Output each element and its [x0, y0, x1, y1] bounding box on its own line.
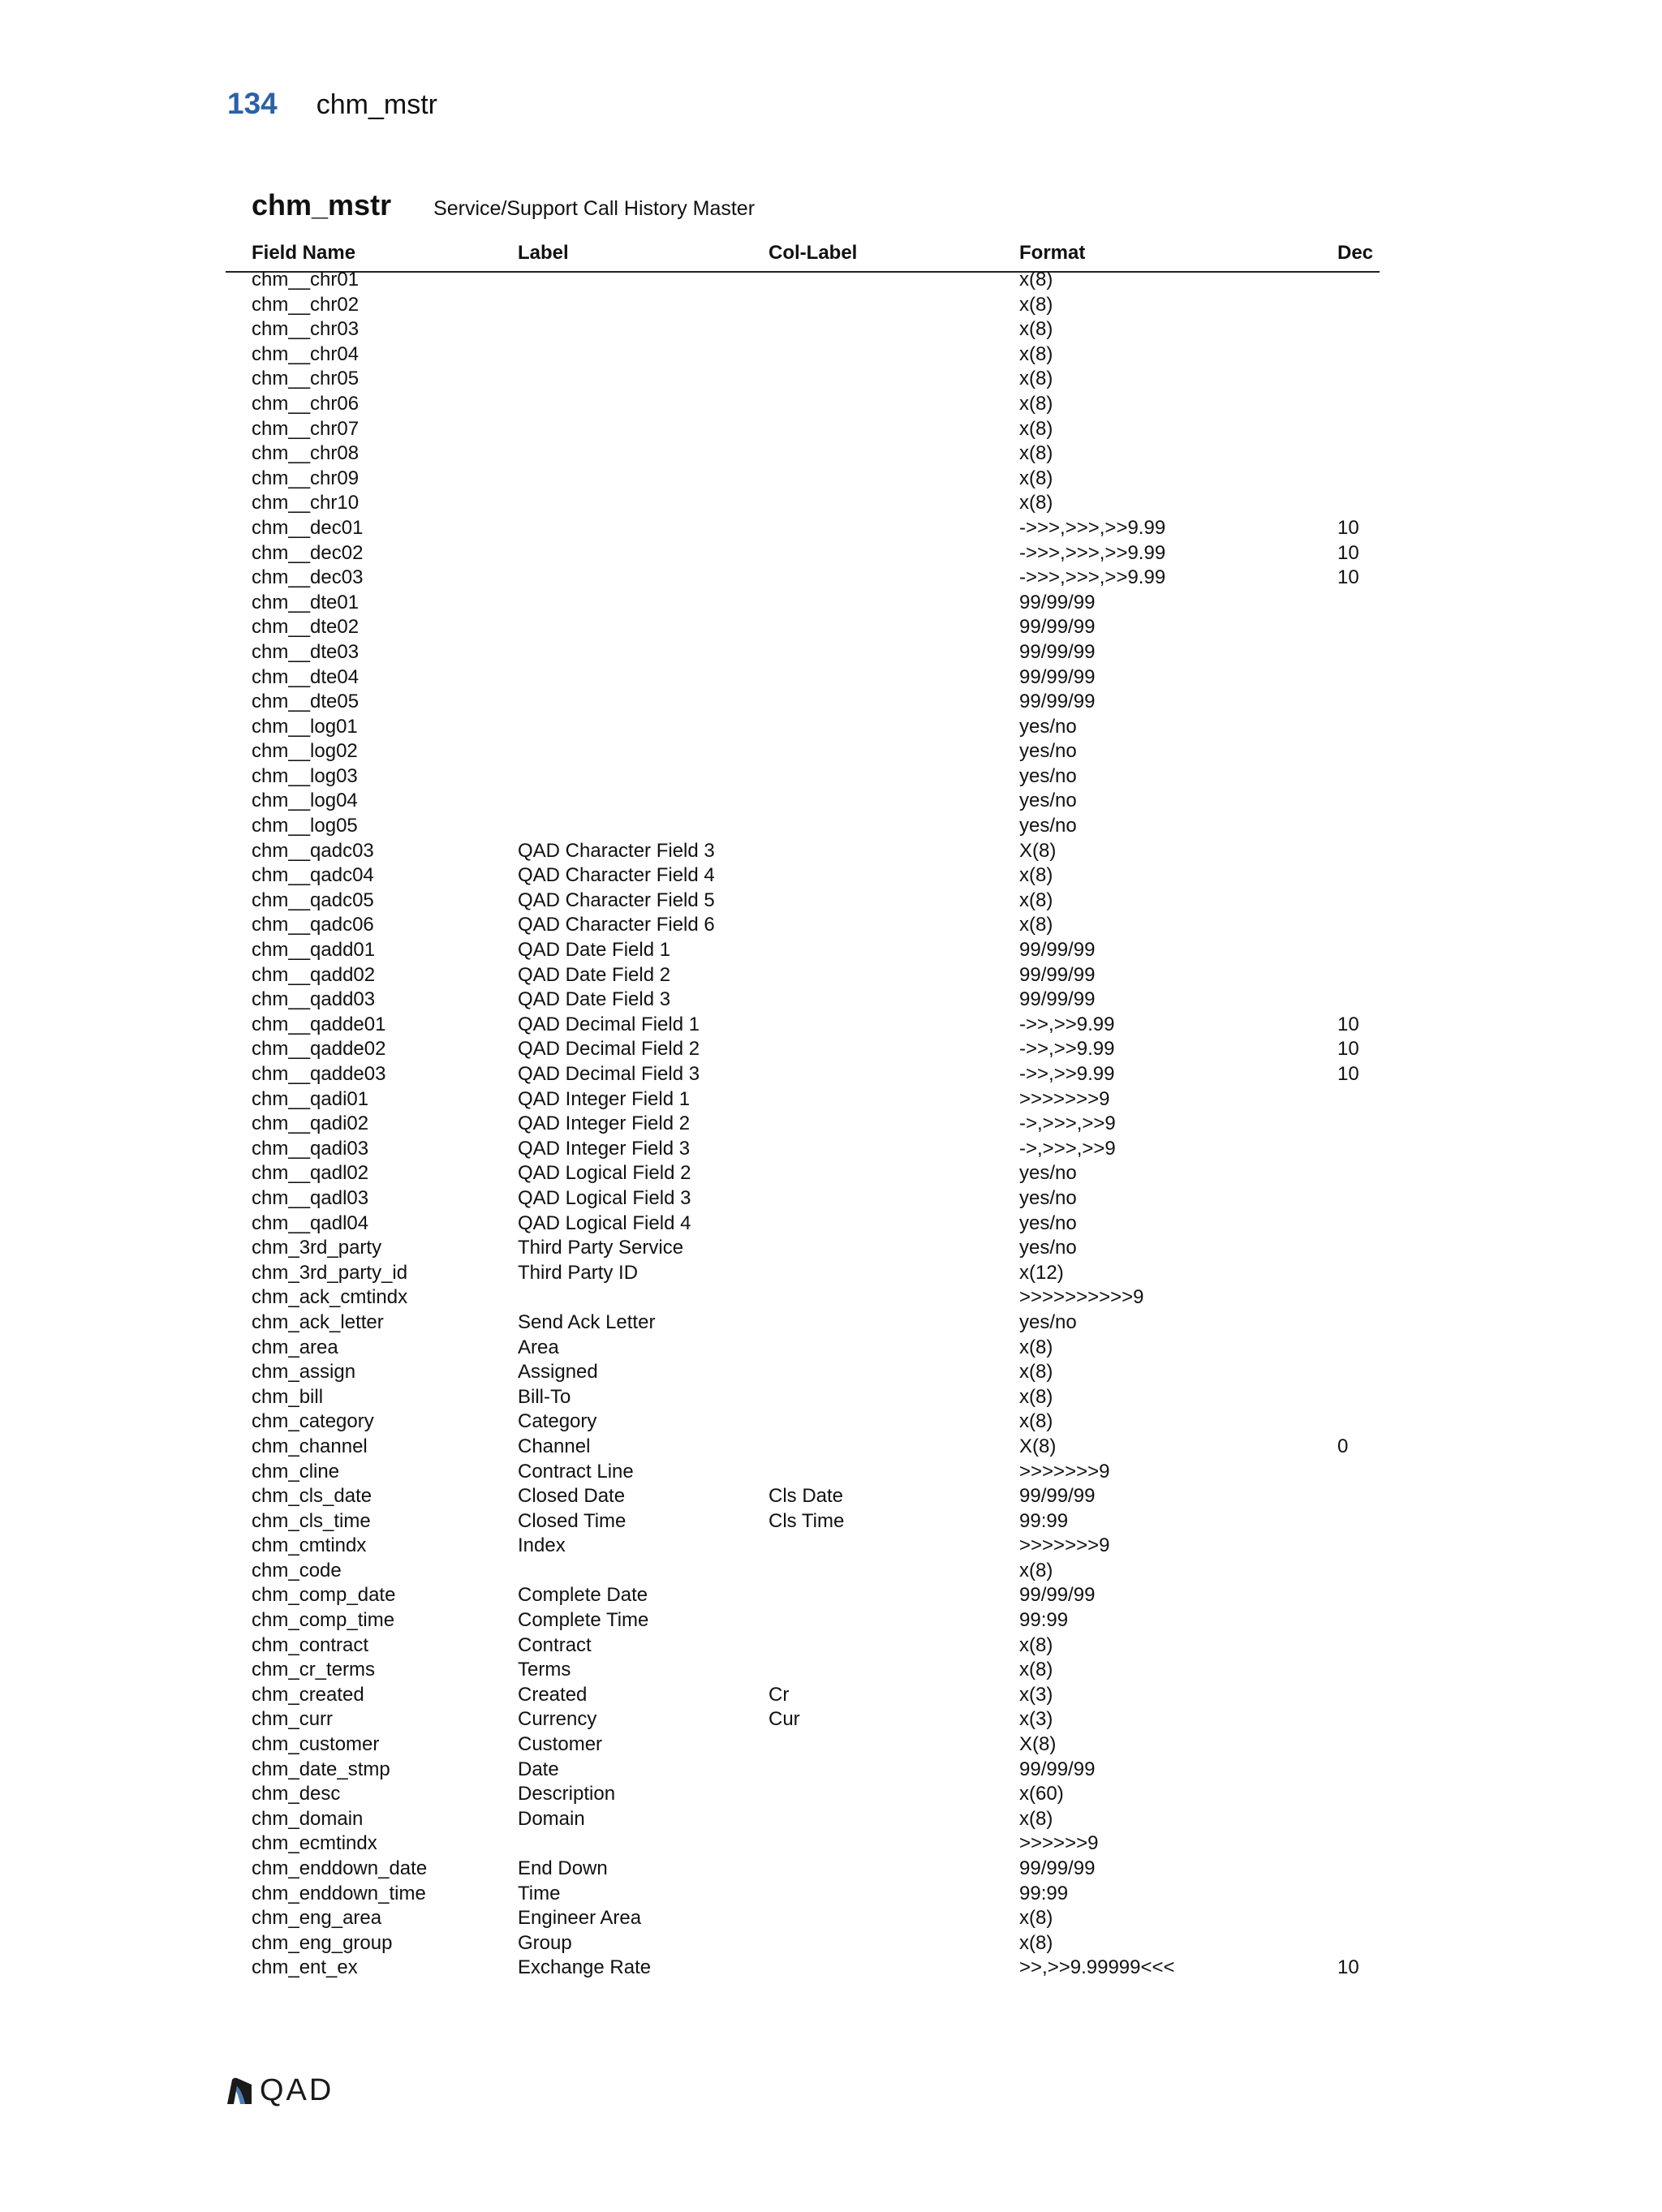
table-row	[226, 715, 1380, 740]
label-cell: QAD Integer Field 1	[518, 1087, 691, 1110]
label-cell: Index	[518, 1534, 566, 1557]
qad-logo	[226, 2073, 334, 2108]
format-cell: yes/no	[1019, 1186, 1077, 1209]
field-name-cell: chm_code	[252, 1559, 342, 1582]
format-cell: yes/no	[1019, 1310, 1077, 1333]
field-name-cell: chm__log04	[252, 790, 358, 812]
field-name-cell: chm_eng_group	[252, 1931, 393, 1954]
table-row	[226, 1161, 1380, 1186]
table-row	[226, 1186, 1380, 1211]
table-row	[226, 268, 1380, 293]
format-cell: x(8)	[1019, 1907, 1053, 1930]
field-name-cell: chm__qadi03	[252, 1137, 369, 1160]
table-row	[226, 913, 1380, 938]
format-cell: 99:99	[1019, 1609, 1069, 1632]
table-row	[226, 1409, 1380, 1435]
field-table	[226, 268, 1380, 1981]
format-cell: x(8)	[1019, 914, 1053, 936]
format-cell: 99:99	[1019, 1882, 1069, 1904]
table-row	[226, 1758, 1380, 1783]
table-row	[226, 1608, 1380, 1633]
label-cell: Third Party ID	[518, 1261, 639, 1284]
table-row	[226, 1360, 1380, 1385]
format-cell: ->>,>>9.99	[1019, 1063, 1115, 1085]
format-cell: >>,>>9.99999<<<	[1019, 1956, 1175, 1979]
format-cell: x(8)	[1019, 864, 1053, 887]
dec-cell: 10	[1337, 1063, 1359, 1085]
field-name-cell: chm__chr05	[252, 368, 360, 390]
format-cell: x(8)	[1019, 293, 1053, 316]
format-cell: 99/99/99	[1019, 963, 1096, 986]
field-name-cell: chm_area	[252, 1336, 338, 1358]
table-row	[226, 1460, 1380, 1485]
label-cell: Closed Date	[518, 1485, 626, 1508]
field-name-cell: chm__qadc04	[252, 864, 374, 887]
col-label-cell: Cls Time	[769, 1509, 845, 1532]
col-label-cell: Cur	[769, 1708, 800, 1731]
format-cell: x(8)	[1019, 1807, 1053, 1830]
label-cell: QAD Logical Field 3	[518, 1186, 691, 1209]
format-cell: yes/no	[1019, 790, 1077, 812]
field-name-cell: chm_ecmtindx	[252, 1832, 377, 1855]
format-cell: ->,>>>,>>9	[1019, 1112, 1116, 1135]
field-name-cell: chm_customer	[252, 1733, 380, 1756]
format-cell: 99/99/99	[1019, 591, 1096, 613]
table-row	[226, 789, 1380, 814]
table-row	[226, 963, 1380, 988]
label-cell: Date	[518, 1758, 559, 1780]
format-cell: ->,>>>,>>9	[1019, 1137, 1116, 1160]
field-name-cell: chm__qadl03	[252, 1186, 369, 1209]
label-cell: QAD Integer Field 2	[518, 1112, 691, 1135]
format-cell: x(8)	[1019, 1633, 1053, 1656]
table-row	[226, 1583, 1380, 1608]
dec-cell: 0	[1337, 1435, 1349, 1457]
table-row	[226, 566, 1380, 591]
field-name-cell: chm__log01	[252, 715, 358, 738]
label-cell: Created	[518, 1683, 588, 1706]
label-cell: Engineer Area	[518, 1907, 642, 1930]
field-name-cell: chm__log02	[252, 740, 358, 763]
label-cell: Currency	[518, 1708, 597, 1731]
format-cell: ->>,>>9.99	[1019, 1013, 1115, 1035]
table-row	[226, 1732, 1380, 1758]
field-name-cell: chm_enddown_time	[252, 1882, 426, 1904]
table-row	[226, 1236, 1380, 1261]
format-cell: x(8)	[1019, 368, 1053, 390]
format-cell: >>>>>>>>>>9	[1019, 1286, 1144, 1309]
format-cell: x(3)	[1019, 1708, 1053, 1731]
label-cell: Domain	[518, 1807, 585, 1830]
label-cell: Contract Line	[518, 1460, 634, 1483]
field-name-cell: chm__qadl02	[252, 1162, 369, 1185]
table-heading	[252, 188, 755, 222]
field-name-cell: chm__qadi01	[252, 1087, 369, 1110]
table-row	[226, 1037, 1380, 1062]
field-name-cell: chm__chr02	[252, 293, 360, 316]
format-cell: 99/99/99	[1019, 939, 1096, 962]
field-name-cell: chm_assign	[252, 1361, 356, 1384]
table-row	[226, 1112, 1380, 1137]
table-row	[226, 392, 1380, 417]
label-cell: Send Ack Letter	[518, 1310, 656, 1333]
table-row	[226, 1013, 1380, 1038]
table-row	[226, 1857, 1380, 1882]
label-cell: QAD Date Field 3	[518, 988, 671, 1011]
format-cell: x(8)	[1019, 1559, 1053, 1582]
col-label-cell: Cr	[769, 1683, 790, 1706]
label-cell: QAD Integer Field 3	[518, 1137, 691, 1160]
format-cell: x(8)	[1019, 1659, 1053, 1681]
table-row	[226, 988, 1380, 1013]
format-cell: 99/99/99	[1019, 1857, 1096, 1879]
field-name-cell: chm__qadc06	[252, 914, 374, 936]
table-row	[226, 467, 1380, 492]
dec-cell: 10	[1337, 1013, 1359, 1035]
format-cell: 99/99/99	[1019, 640, 1096, 663]
format-cell: >>>>>>>9	[1019, 1087, 1110, 1110]
field-name-cell: chm_cls_time	[252, 1509, 371, 1532]
field-name-cell: chm_category	[252, 1410, 374, 1433]
column-header-dec: Dec	[1337, 242, 1374, 264]
table-row	[226, 1211, 1380, 1237]
format-cell: ->>>,>>>,>>9.99	[1019, 516, 1166, 539]
table-row	[226, 640, 1380, 665]
table-name: chm_mstr	[252, 188, 392, 222]
page-running-title: chm_mstr	[316, 89, 437, 120]
format-cell: X(8)	[1019, 1435, 1057, 1457]
label-cell: QAD Character Field 3	[518, 839, 715, 862]
label-cell: Group	[518, 1931, 572, 1954]
field-name-cell: chm__dec02	[252, 541, 364, 564]
format-cell: ->>>,>>>,>>9.99	[1019, 541, 1166, 564]
field-name-cell: chm_created	[252, 1683, 364, 1706]
label-cell: QAD Logical Field 4	[518, 1211, 691, 1234]
label-cell: QAD Character Field 5	[518, 889, 715, 911]
format-cell: x(8)	[1019, 269, 1053, 290]
table-row	[226, 1137, 1380, 1162]
table-row	[226, 417, 1380, 442]
format-cell: yes/no	[1019, 1162, 1077, 1185]
page-header	[227, 87, 437, 132]
qad-logo-icon	[226, 2076, 255, 2106]
field-name-cell: chm__dte02	[252, 616, 360, 639]
format-cell: x(60)	[1019, 1783, 1064, 1805]
dec-cell: 10	[1337, 516, 1359, 539]
label-cell: Bill-To	[518, 1385, 571, 1408]
dec-cell: 10	[1337, 541, 1359, 564]
format-cell: x(8)	[1019, 417, 1053, 440]
label-cell: QAD Decimal Field 1	[518, 1013, 700, 1035]
format-cell: 99/99/99	[1019, 616, 1096, 639]
label-cell: QAD Character Field 4	[518, 864, 715, 887]
label-cell: QAD Date Field 2	[518, 963, 671, 986]
table-row	[226, 814, 1380, 839]
table-row	[226, 1559, 1380, 1584]
table-row	[226, 1509, 1380, 1534]
field-name-cell: chm_3rd_party_id	[252, 1261, 408, 1284]
label-cell: Assigned	[518, 1361, 598, 1384]
label-cell: Area	[518, 1336, 559, 1358]
table-row	[226, 1658, 1380, 1683]
table-row	[226, 491, 1380, 516]
table-row	[226, 342, 1380, 368]
table-row	[226, 1956, 1380, 1981]
field-name-cell: chm__qadd02	[252, 963, 376, 986]
column-header-label: Label	[518, 242, 569, 264]
table-row	[226, 1087, 1380, 1112]
format-cell: 99/99/99	[1019, 691, 1096, 713]
field-name-cell: chm__chr06	[252, 392, 360, 415]
table-row	[226, 839, 1380, 864]
field-name-cell: chm_desc	[252, 1783, 341, 1805]
table-row	[226, 1831, 1380, 1857]
format-cell: 99/99/99	[1019, 1485, 1096, 1508]
table-row	[226, 1484, 1380, 1509]
field-name-cell: chm_bill	[252, 1385, 324, 1408]
column-header-field-name: Field Name	[252, 242, 356, 264]
field-name-cell: chm__qadd03	[252, 988, 376, 1011]
table-row	[226, 1882, 1380, 1907]
table-row	[226, 1285, 1380, 1310]
format-cell: x(3)	[1019, 1683, 1053, 1706]
format-cell: x(8)	[1019, 1410, 1053, 1433]
field-name-cell: chm_curr	[252, 1708, 334, 1731]
field-name-cell: chm_comp_time	[252, 1609, 395, 1632]
format-cell: 99/99/99	[1019, 665, 1096, 688]
field-name-cell: chm__chr07	[252, 417, 360, 440]
field-name-cell: chm_cmtindx	[252, 1534, 367, 1557]
label-cell: QAD Decimal Field 2	[518, 1038, 700, 1061]
field-name-cell: chm__chr10	[252, 492, 360, 514]
column-header-format: Format	[1019, 242, 1086, 264]
field-name-cell: chm__chr09	[252, 467, 360, 489]
table-row	[226, 1435, 1380, 1460]
label-cell: QAD Logical Field 2	[518, 1162, 691, 1185]
field-name-cell: chm_date_stmp	[252, 1758, 390, 1780]
label-cell: Complete Date	[518, 1584, 648, 1607]
field-name-cell: chm__qadc05	[252, 889, 374, 911]
field-name-cell: chm__qadc03	[252, 839, 374, 862]
format-cell: 99:99	[1019, 1509, 1069, 1532]
label-cell: Closed Time	[518, 1509, 626, 1532]
format-cell: ->>>,>>>,>>9.99	[1019, 566, 1166, 589]
field-name-cell: chm__chr01	[252, 269, 360, 290]
format-cell: x(8)	[1019, 1385, 1053, 1408]
format-cell: X(8)	[1019, 839, 1057, 862]
format-cell: x(8)	[1019, 1336, 1053, 1358]
label-cell: End Down	[518, 1857, 608, 1879]
field-name-cell: chm_eng_area	[252, 1907, 382, 1930]
table-row	[226, 293, 1380, 318]
qad-logo-text: QAD	[260, 2073, 334, 2107]
field-name-cell: chm_cline	[252, 1460, 340, 1483]
table-row	[226, 1807, 1380, 1832]
table-row	[226, 1633, 1380, 1659]
table-row	[226, 367, 1380, 392]
table-row	[226, 1261, 1380, 1286]
table-row	[226, 1931, 1380, 1956]
table-row	[226, 889, 1380, 914]
field-name-cell: chm__dte01	[252, 591, 360, 613]
format-cell: yes/no	[1019, 1211, 1077, 1234]
format-cell: x(8)	[1019, 1361, 1053, 1384]
label-cell: Complete Time	[518, 1609, 649, 1632]
field-name-cell: chm__chr04	[252, 342, 360, 365]
label-cell: Contract	[518, 1633, 592, 1656]
format-cell: x(8)	[1019, 342, 1053, 365]
label-cell: Channel	[518, 1435, 591, 1457]
field-name-cell: chm_domain	[252, 1807, 364, 1830]
label-cell: Terms	[518, 1659, 571, 1681]
col-label-cell: Cls Date	[769, 1485, 844, 1508]
table-row	[226, 764, 1380, 790]
field-name-cell: chm__qadde03	[252, 1063, 386, 1085]
table-row	[226, 690, 1380, 715]
format-cell: x(8)	[1019, 318, 1053, 341]
format-cell: x(8)	[1019, 467, 1053, 489]
column-header-col-label: Col-Label	[769, 242, 858, 264]
field-name-cell: chm__chr03	[252, 318, 360, 341]
field-name-cell: chm_ack_letter	[252, 1310, 384, 1333]
format-cell: x(12)	[1019, 1261, 1064, 1284]
field-name-cell: chm__log03	[252, 764, 358, 787]
label-cell: Third Party Service	[518, 1237, 684, 1259]
field-name-cell: chm__qadi02	[252, 1112, 369, 1135]
format-cell: >>>>>>>9	[1019, 1534, 1110, 1557]
page-number: 134	[227, 87, 278, 120]
format-cell: yes/no	[1019, 740, 1077, 763]
label-cell: Description	[518, 1783, 616, 1805]
table-row	[226, 516, 1380, 541]
table-row	[226, 1534, 1380, 1559]
format-cell: 99/99/99	[1019, 1758, 1096, 1780]
table-row	[226, 317, 1380, 342]
field-name-cell: chm_cr_terms	[252, 1659, 376, 1681]
field-name-cell: chm_comp_date	[252, 1584, 396, 1607]
format-cell: x(8)	[1019, 1931, 1053, 1954]
table-row	[226, 441, 1380, 467]
label-cell: QAD Date Field 1	[518, 939, 671, 962]
label-cell: QAD Decimal Field 3	[518, 1063, 700, 1085]
dec-cell: 10	[1337, 1038, 1359, 1061]
field-name-cell: chm__log05	[252, 815, 358, 837]
format-cell: yes/no	[1019, 815, 1077, 837]
table-row	[226, 1062, 1380, 1087]
table-row	[226, 1385, 1380, 1410]
table-row	[226, 615, 1380, 640]
label-cell: Exchange Rate	[518, 1956, 652, 1979]
format-cell: >>>>>>>9	[1019, 1460, 1110, 1483]
table-row	[226, 739, 1380, 764]
label-cell: Customer	[518, 1733, 603, 1756]
table-row	[226, 665, 1380, 691]
dec-cell: 10	[1337, 566, 1359, 589]
table-row	[226, 1906, 1380, 1931]
table-row	[226, 1707, 1380, 1732]
field-name-cell: chm_cls_date	[252, 1485, 372, 1508]
table-row	[226, 1336, 1380, 1361]
field-name-cell: chm__qadd01	[252, 939, 376, 962]
format-cell: x(8)	[1019, 889, 1053, 911]
format-cell: x(8)	[1019, 442, 1053, 465]
field-name-cell: chm_contract	[252, 1633, 369, 1656]
dec-cell: 10	[1337, 1956, 1359, 1979]
table-row	[226, 591, 1380, 616]
field-name-cell: chm__qadde01	[252, 1013, 386, 1035]
label-cell: Time	[518, 1882, 561, 1904]
field-name-cell: chm_ack_cmtindx	[252, 1286, 408, 1309]
format-cell: x(8)	[1019, 492, 1053, 514]
format-cell: yes/no	[1019, 764, 1077, 787]
format-cell: X(8)	[1019, 1733, 1057, 1756]
label-cell: QAD Character Field 6	[518, 914, 715, 936]
format-cell: yes/no	[1019, 1237, 1077, 1259]
format-cell: 99/99/99	[1019, 988, 1096, 1011]
field-name-cell: chm__qadl04	[252, 1211, 369, 1234]
table-row	[226, 1683, 1380, 1708]
format-cell: x(8)	[1019, 392, 1053, 415]
field-name-cell: chm__dte03	[252, 640, 360, 663]
table-row	[226, 541, 1380, 566]
field-name-cell: chm__dec03	[252, 566, 364, 589]
label-cell: Category	[518, 1410, 597, 1433]
field-name-cell: chm_ent_ex	[252, 1956, 358, 1979]
field-name-cell: chm_channel	[252, 1435, 368, 1457]
field-name-cell: chm__dte05	[252, 691, 360, 713]
table-row	[226, 938, 1380, 963]
field-name-cell: chm__dte04	[252, 665, 360, 688]
table-row	[226, 1310, 1380, 1336]
format-cell: >>>>>>9	[1019, 1832, 1099, 1855]
field-name-cell: chm__dec01	[252, 516, 364, 539]
field-name-cell: chm__chr08	[252, 442, 360, 465]
table-row	[226, 863, 1380, 889]
format-cell: ->>,>>9.99	[1019, 1038, 1115, 1061]
field-name-cell: chm_3rd_party	[252, 1237, 382, 1259]
table-row	[226, 1782, 1380, 1807]
field-name-cell: chm__qadde02	[252, 1038, 386, 1061]
field-name-cell: chm_enddown_date	[252, 1857, 428, 1879]
format-cell: yes/no	[1019, 715, 1077, 738]
format-cell: 99/99/99	[1019, 1584, 1096, 1607]
table-description: Service/Support Call History Master	[433, 197, 756, 220]
